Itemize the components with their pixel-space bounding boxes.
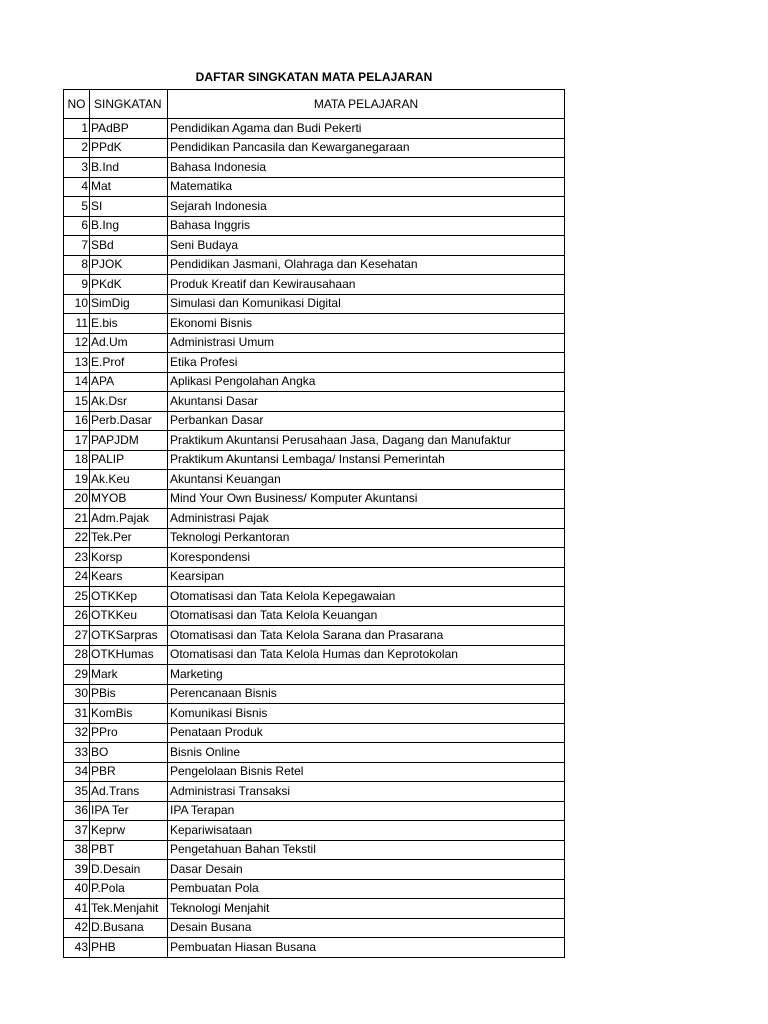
table-row — [64, 528, 565, 548]
table-row — [64, 392, 565, 412]
table-row — [64, 723, 565, 743]
table-header-row — [64, 90, 565, 119]
row-abbreviation: PPdK — [90, 138, 168, 158]
row-subject: Sejarah Indonesia — [168, 197, 565, 217]
row-number: 36 — [64, 801, 90, 821]
row-abbreviation: PBR — [90, 762, 168, 782]
row-number: 16 — [64, 411, 90, 431]
row-abbreviation: APA — [90, 372, 168, 392]
row-subject: Marketing — [168, 665, 565, 685]
row-number: 21 — [64, 509, 90, 529]
table-row — [64, 509, 565, 529]
table-row — [64, 918, 565, 938]
row-abbreviation: Ak.Keu — [90, 470, 168, 490]
row-abbreviation: E.bis — [90, 314, 168, 334]
table-row — [64, 275, 565, 295]
row-number: 25 — [64, 587, 90, 607]
row-abbreviation: OTKKep — [90, 587, 168, 607]
header-subject: MATA PELAJARAN — [168, 90, 565, 119]
row-number: 34 — [64, 762, 90, 782]
header-abbreviation: SINGKATAN — [90, 90, 168, 119]
table-row — [64, 899, 565, 919]
row-abbreviation: PBis — [90, 684, 168, 704]
table-row — [64, 821, 565, 841]
table-row — [64, 626, 565, 646]
table-row — [64, 567, 565, 587]
row-subject: Praktikum Akuntansi Lembaga/ Instansi Pemerintah — [168, 450, 565, 470]
row-abbreviation: E.Prof — [90, 353, 168, 373]
table-row — [64, 158, 565, 178]
row-number: 14 — [64, 372, 90, 392]
row-number: 12 — [64, 333, 90, 353]
table-body — [64, 119, 565, 958]
table-row — [64, 411, 565, 431]
row-number: 22 — [64, 528, 90, 548]
table-row — [64, 840, 565, 860]
row-number: 10 — [64, 294, 90, 314]
row-abbreviation: D.Busana — [90, 918, 168, 938]
row-number: 28 — [64, 645, 90, 665]
row-abbreviation: PHB — [90, 938, 168, 958]
table-row — [64, 587, 565, 607]
row-number: 40 — [64, 879, 90, 899]
row-subject: Bahasa Inggris — [168, 216, 565, 236]
table-row — [64, 684, 565, 704]
row-abbreviation: Ad.Trans — [90, 782, 168, 802]
row-subject: Aplikasi Pengolahan Angka — [168, 372, 565, 392]
row-abbreviation: PAdBP — [90, 119, 168, 139]
row-number: 24 — [64, 567, 90, 587]
table-row — [64, 314, 565, 334]
row-abbreviation: PBT — [90, 840, 168, 860]
row-abbreviation: D.Desain — [90, 860, 168, 880]
row-subject: Otomatisasi dan Tata Kelola Keuangan — [168, 606, 565, 626]
table-row — [64, 879, 565, 899]
row-subject: Kepariwisataan — [168, 821, 565, 841]
row-abbreviation: Ad.Um — [90, 333, 168, 353]
table-row — [64, 333, 565, 353]
table-row — [64, 216, 565, 236]
row-subject: IPA Terapan — [168, 801, 565, 821]
row-abbreviation: OTKHumas — [90, 645, 168, 665]
row-subject: Matematika — [168, 177, 565, 197]
row-subject: Penataan Produk — [168, 723, 565, 743]
row-subject: Simulasi dan Komunikasi Digital — [168, 294, 565, 314]
table-row — [64, 548, 565, 568]
row-number: 27 — [64, 626, 90, 646]
row-number: 41 — [64, 899, 90, 919]
row-subject: Pengelolaan Bisnis Retel — [168, 762, 565, 782]
document-title: DAFTAR SINGKATAN MATA PELAJARAN — [195, 70, 433, 84]
row-subject: Kearsipan — [168, 567, 565, 587]
row-number: 35 — [64, 782, 90, 802]
row-number: 4 — [64, 177, 90, 197]
row-number: 19 — [64, 470, 90, 490]
row-abbreviation: SBd — [90, 236, 168, 256]
row-subject: Perbankan Dasar — [168, 411, 565, 431]
row-abbreviation: PALIP — [90, 450, 168, 470]
table-row — [64, 431, 565, 451]
row-abbreviation: Adm.Pajak — [90, 509, 168, 529]
row-subject: Teknologi Menjahit — [168, 899, 565, 919]
row-subject: Akuntansi Dasar — [168, 392, 565, 412]
row-number: 11 — [64, 314, 90, 334]
row-number: 5 — [64, 197, 90, 217]
table-row — [64, 197, 565, 217]
row-subject: Korespondensi — [168, 548, 565, 568]
row-number: 13 — [64, 353, 90, 373]
table-row — [64, 372, 565, 392]
row-abbreviation: Mark — [90, 665, 168, 685]
row-number: 20 — [64, 489, 90, 509]
row-number: 18 — [64, 450, 90, 470]
table-row — [64, 353, 565, 373]
row-abbreviation: SI — [90, 197, 168, 217]
table-row — [64, 138, 565, 158]
row-number: 6 — [64, 216, 90, 236]
table-row — [64, 743, 565, 763]
row-subject: Pendidikan Pancasila dan Kewarganegaraan — [168, 138, 565, 158]
row-abbreviation: IPA Ter — [90, 801, 168, 821]
row-number: 3 — [64, 158, 90, 178]
row-abbreviation: OTKSarpras — [90, 626, 168, 646]
row-subject: Administrasi Umum — [168, 333, 565, 353]
row-subject: Administrasi Pajak — [168, 509, 565, 529]
table-row — [64, 294, 565, 314]
row-number: 9 — [64, 275, 90, 295]
row-subject: Desain Busana — [168, 918, 565, 938]
row-abbreviation: SimDig — [90, 294, 168, 314]
row-abbreviation: Korsp — [90, 548, 168, 568]
row-subject: Otomatisasi dan Tata Kelola Kepegawaian — [168, 587, 565, 607]
row-abbreviation: KomBis — [90, 704, 168, 724]
table-row — [64, 801, 565, 821]
row-abbreviation: PPro — [90, 723, 168, 743]
row-abbreviation: Ak.Dsr — [90, 392, 168, 412]
row-number: 2 — [64, 138, 90, 158]
row-number: 37 — [64, 821, 90, 841]
table-row — [64, 782, 565, 802]
table-row — [64, 236, 565, 256]
row-number: 42 — [64, 918, 90, 938]
abbreviation-table — [63, 89, 565, 958]
row-number: 33 — [64, 743, 90, 763]
table-row — [64, 450, 565, 470]
row-number: 1 — [64, 119, 90, 139]
row-subject: Pengetahuan Bahan Tekstil — [168, 840, 565, 860]
row-subject: Pendidikan Jasmani, Olahraga dan Kesehatan — [168, 255, 565, 275]
row-subject: Produk Kreatif dan Kewirausahaan — [168, 275, 565, 295]
header-no: NO — [64, 90, 90, 119]
row-subject: Mind Your Own Business/ Komputer Akuntansi — [168, 489, 565, 509]
row-abbreviation: Mat — [90, 177, 168, 197]
table-row — [64, 704, 565, 724]
row-subject: Administrasi Transaksi — [168, 782, 565, 802]
row-abbreviation: PKdK — [90, 275, 168, 295]
row-abbreviation: MYOB — [90, 489, 168, 509]
row-number: 23 — [64, 548, 90, 568]
table-row — [64, 606, 565, 626]
row-number: 29 — [64, 665, 90, 685]
row-number: 17 — [64, 431, 90, 451]
row-abbreviation: OTKKeu — [90, 606, 168, 626]
table-row — [64, 119, 565, 139]
row-number: 43 — [64, 938, 90, 958]
row-abbreviation: Perb.Dasar — [90, 411, 168, 431]
row-subject: Pembuatan Pola — [168, 879, 565, 899]
row-number: 38 — [64, 840, 90, 860]
row-subject: Bisnis Online — [168, 743, 565, 763]
row-abbreviation: Keprw — [90, 821, 168, 841]
table-row — [64, 470, 565, 490]
row-abbreviation: BO — [90, 743, 168, 763]
row-abbreviation: Tek.Menjahit — [90, 899, 168, 919]
table-row — [64, 762, 565, 782]
row-subject: Pendidikan Agama dan Budi Pekerti — [168, 119, 565, 139]
row-abbreviation: P.Pola — [90, 879, 168, 899]
row-subject: Seni Budaya — [168, 236, 565, 256]
table-row — [64, 645, 565, 665]
row-number: 32 — [64, 723, 90, 743]
row-number: 7 — [64, 236, 90, 256]
row-number: 39 — [64, 860, 90, 880]
table-row — [64, 177, 565, 197]
table-row — [64, 938, 565, 958]
row-subject: Perencanaan Bisnis — [168, 684, 565, 704]
row-abbreviation: Tek.Per — [90, 528, 168, 548]
table-row — [64, 665, 565, 685]
row-number: 26 — [64, 606, 90, 626]
row-abbreviation: Kears — [90, 567, 168, 587]
table-row — [64, 489, 565, 509]
row-subject: Ekonomi Bisnis — [168, 314, 565, 334]
row-abbreviation: B.Ing — [90, 216, 168, 236]
row-subject: Otomatisasi dan Tata Kelola Sarana dan Prasarana — [168, 626, 565, 646]
row-subject: Bahasa Indonesia — [168, 158, 565, 178]
row-subject: Etika Profesi — [168, 353, 565, 373]
row-subject: Akuntansi Keuangan — [168, 470, 565, 490]
row-subject: Praktikum Akuntansi Perusahaan Jasa, Dagang dan Manufaktur — [168, 431, 565, 451]
row-subject: Pembuatan Hiasan Busana — [168, 938, 565, 958]
row-number: 8 — [64, 255, 90, 275]
row-abbreviation: PAPJDM — [90, 431, 168, 451]
row-number: 31 — [64, 704, 90, 724]
row-number: 15 — [64, 392, 90, 412]
row-subject: Komunikasi Bisnis — [168, 704, 565, 724]
row-subject: Dasar Desain — [168, 860, 565, 880]
row-abbreviation: PJOK — [90, 255, 168, 275]
row-subject: Teknologi Perkantoran — [168, 528, 565, 548]
table-row — [64, 860, 565, 880]
row-subject: Otomatisasi dan Tata Kelola Humas dan Keprotokolan — [168, 645, 565, 665]
table-row — [64, 255, 565, 275]
row-number: 30 — [64, 684, 90, 704]
row-abbreviation: B.Ind — [90, 158, 168, 178]
